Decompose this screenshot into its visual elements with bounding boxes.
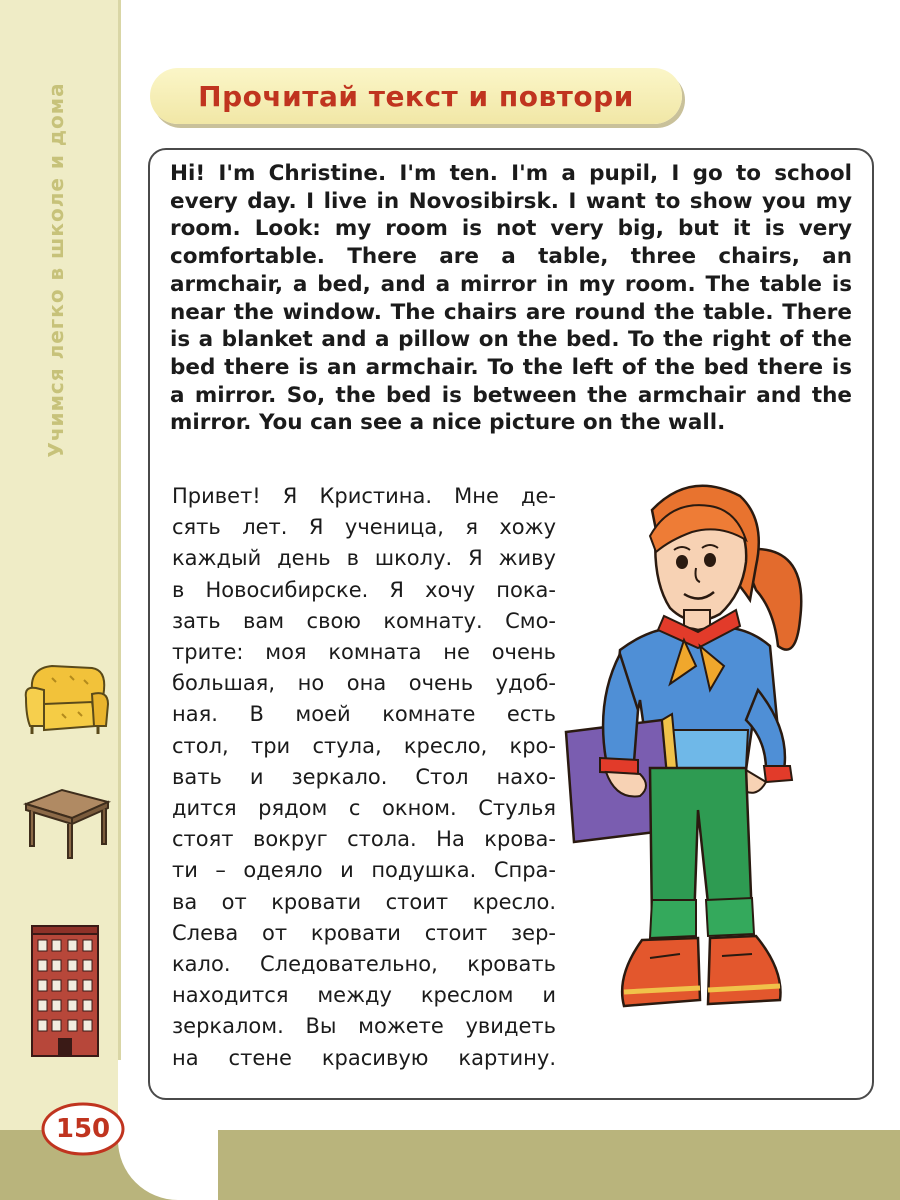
english-text: Hi! I'm Christine. I'm ten. I'm a pupil, I go to school every day. I live in Novosibirsk. I want to show you my room. Look: my room is not very big, but it is very comfortable. There are a table, three chairs, an armchair, a bed, and a mirror in my room. The table is near the window. The chairs are round the table. There is a blanket and a pillow on the bed. To the right of the bed there is an armchair. To the left of the bed there is a mirror. So, the bed is between the armchair and the mirror. You can see a nice picture on the wall. — [170, 161, 852, 436]
armchair-icon — [22, 660, 112, 740]
page-heading: Прочитай текст и повтори — [198, 79, 634, 113]
russian-line: ва от кровати стоит кресло. — [172, 889, 556, 914]
russian-line: стоят вокруг стола. На крова- — [172, 827, 556, 852]
russian-line: каждый день в школу. Я живу — [172, 546, 556, 571]
russian-line: в Новосибирске. Я хочу пока- — [172, 577, 556, 602]
page-bottom-fill — [121, 1100, 900, 1130]
russian-line: дится рядом с окном. Стулья — [172, 796, 556, 821]
russian-line: зать вам свою комнату. Смо- — [172, 608, 556, 633]
russian-line: трите: моя комната не очень — [172, 640, 556, 665]
russian-line: сять лет. Я ученица, я хожу — [172, 515, 556, 540]
russian-line: кало. Следовательно, кровать — [172, 952, 556, 977]
heading-banner — [150, 68, 682, 124]
russian-line: стол, три стула, кресло, кро- — [172, 733, 556, 758]
russian-line: большая, но она очень удоб- — [172, 671, 556, 696]
page-number-badge — [40, 1100, 126, 1158]
table-icon — [22, 782, 112, 860]
apartment-building-icon — [28, 920, 104, 1060]
page-number: 150 — [55, 1114, 111, 1144]
russian-line: находится между креслом и — [172, 983, 556, 1008]
russian-line: ная. В моей комнате есть — [172, 702, 556, 727]
side-title: Учимся легко в школе и дома — [44, 82, 68, 458]
russian-line: вать и зеркало. Стол нахо- — [172, 764, 556, 789]
russian-line: ти – одеяло и подушка. Спра- — [172, 858, 556, 883]
russian-line: на стене красивую картину. — [172, 1045, 556, 1070]
russian-line: Привет! Я Кристина. Мне де- — [172, 484, 556, 508]
russian-line: Слева от кровати стоит зер- — [172, 920, 556, 945]
russian-line: зеркалом. Вы можете увидеть — [172, 1014, 556, 1039]
girl-illustration — [560, 470, 820, 1070]
russian-text — [172, 481, 556, 1074]
